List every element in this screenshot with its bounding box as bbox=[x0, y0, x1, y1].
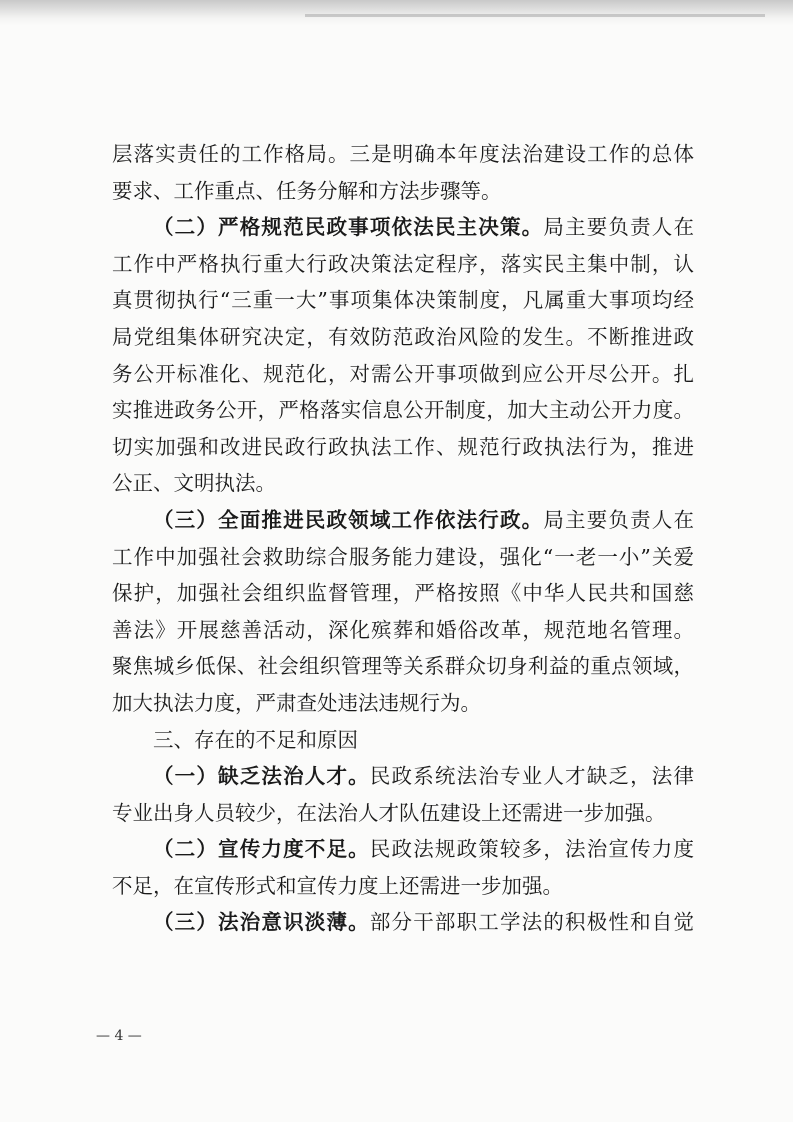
text-line bbox=[112, 429, 694, 466]
line-text: 切实加强和改进民政行政执法工作、规范行政执法行为，推进 bbox=[112, 434, 694, 459]
line-text: 善法》开展慈善活动，深化殡葬和婚俗改革，规范地名管理。 bbox=[112, 617, 694, 642]
line-text: 务公开标准化、规范化，对需公开事项做到应公开尽公开。扎 bbox=[112, 361, 694, 386]
text-line bbox=[112, 612, 694, 649]
line-text: 公正、文明执法。 bbox=[112, 471, 276, 496]
subsection-heading: （二）严格规范民政事项依法民主决策。 bbox=[153, 215, 544, 240]
text-line bbox=[112, 465, 694, 502]
line-text: 专业出身人员较少，在法治人才队伍建设上还需进一步加强。 bbox=[112, 800, 666, 825]
scan-top-edge bbox=[0, 0, 793, 26]
text-line bbox=[112, 904, 694, 941]
text-line bbox=[112, 575, 694, 612]
text-line bbox=[112, 319, 694, 356]
text-line bbox=[112, 173, 694, 210]
text-line bbox=[112, 392, 694, 429]
text-line bbox=[112, 209, 694, 246]
text-line bbox=[112, 539, 694, 576]
document-body bbox=[112, 136, 694, 941]
line-text: 局主要负责人在 bbox=[543, 215, 694, 240]
text-line bbox=[112, 868, 694, 905]
text-line bbox=[112, 136, 694, 173]
text-line bbox=[112, 648, 694, 685]
line-text: 聚焦城乡低保、社会组织管理等关系群众切身利益的重点领域， bbox=[112, 654, 694, 679]
text-line bbox=[112, 356, 694, 393]
section-heading: 三、存在的不足和原因 bbox=[153, 727, 358, 752]
subsection-heading: （一）缺乏法治人才。 bbox=[153, 764, 370, 789]
subsection-heading: （三）法治意识淡薄。 bbox=[153, 910, 370, 935]
text-line bbox=[112, 758, 694, 795]
text-line bbox=[112, 831, 694, 868]
line-text: 不足，在宣传形式和宣传力度上还需进一步加强。 bbox=[112, 873, 563, 898]
line-text: 层落实责任的工作格局。三是明确本年度法治建设工作的总体 bbox=[112, 142, 694, 166]
line-text: 保护，加强社会组织监督管理，严格按照《中华人民共和国慈 bbox=[112, 581, 694, 606]
text-line bbox=[112, 795, 694, 832]
line-text: 工作中严格执行重大行政决策法定程序，落实民主集中制，认 bbox=[112, 251, 694, 276]
subsection-heading: （二）宣传力度不足。 bbox=[153, 837, 370, 862]
text-line bbox=[112, 282, 694, 319]
line-text: 实推进政务公开，严格落实信息公开制度，加大主动公开力度。 bbox=[112, 398, 694, 423]
line-text: 部分干部职工学法的积极性和自觉 bbox=[369, 910, 694, 935]
line-text: 真贯彻执行“三重一大”事项集体决策制度，凡属重大事项均经 bbox=[112, 288, 694, 313]
line-text: 局主要负责人在 bbox=[543, 507, 694, 532]
text-line bbox=[112, 722, 694, 759]
subsection-heading: （三）全面推进民政领域工作依法行政。 bbox=[153, 507, 544, 532]
line-text: 要求、工作重点、任务分解和方法步骤等。 bbox=[112, 178, 502, 203]
line-text: 民政法规政策较多，法治宣传力度 bbox=[369, 837, 694, 862]
text-line bbox=[112, 246, 694, 283]
line-text: 局党组集体研究决定，有效防范政治风险的发生。不断推进政 bbox=[112, 324, 694, 349]
text-line bbox=[112, 685, 694, 722]
line-text: 民政系统法治专业人才缺乏，法律 bbox=[369, 764, 694, 789]
line-text: 工作中加强社会救助综合服务能力建设，强化“一老一小”关爱 bbox=[112, 544, 694, 569]
text-line bbox=[112, 502, 694, 539]
page-number: — 4 — bbox=[96, 1028, 142, 1044]
line-text: 加大执法力度，严肃查处违法违规行为。 bbox=[112, 690, 481, 715]
